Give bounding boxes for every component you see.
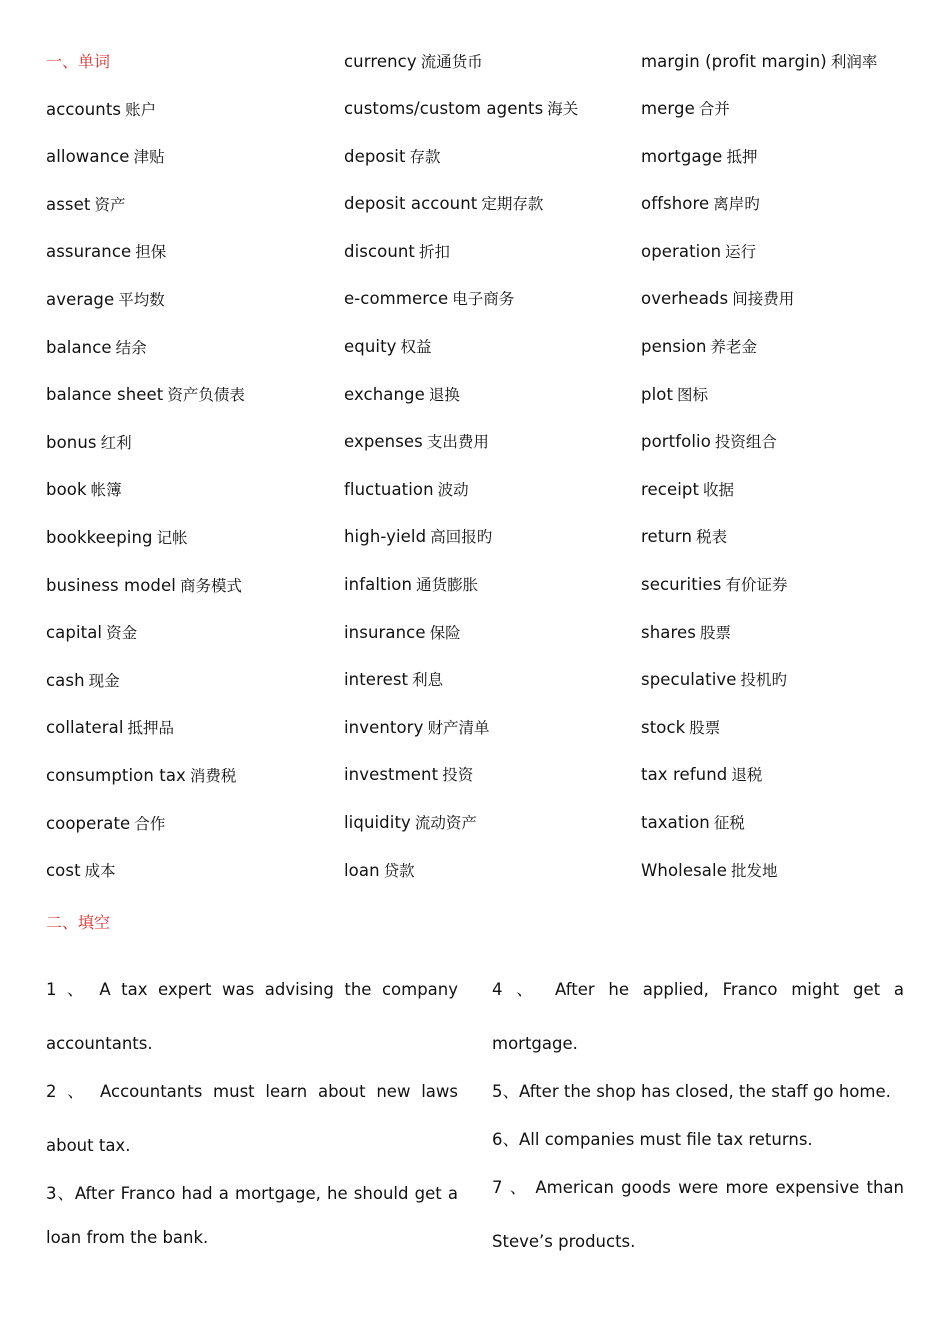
- vocab-zh: 股票: [689, 718, 721, 737]
- vocab-en: insurance: [344, 622, 426, 642]
- vocab-zh: 资产: [94, 195, 126, 214]
- vocab-en: accounts: [46, 99, 122, 119]
- vocab-zh: 担保: [135, 243, 167, 262]
- vocab-zh: 红利: [100, 433, 132, 452]
- vocab-zh: 定期存款: [481, 195, 544, 214]
- vocab-en: tax refund: [641, 765, 728, 785]
- vocab-item: [46, 338, 245, 386]
- vocab-zh: 财产清单: [427, 718, 490, 737]
- vocab-en: cost: [46, 861, 81, 881]
- vocab-en: balance sheet: [46, 385, 164, 405]
- vocab-item: [344, 52, 578, 99]
- vocab-item: [641, 52, 877, 99]
- vocab-en: receipt: [641, 479, 700, 499]
- vocab-en: equity: [344, 336, 397, 356]
- vocab-item: [46, 195, 245, 243]
- vocab-en: book: [46, 480, 87, 500]
- vocab-en: consumption tax: [46, 765, 186, 785]
- vocab-zh: 消费税: [189, 766, 237, 785]
- vocab-zh: 资产负债表: [167, 386, 245, 405]
- vocab-en: high-yield: [344, 527, 427, 547]
- vocab-item: [46, 861, 245, 909]
- vocab-zh: 股票: [699, 623, 731, 642]
- vocab-zh: 保险: [429, 623, 461, 642]
- vocab-item: [344, 242, 578, 290]
- fill-sentence-6: [492, 1127, 904, 1153]
- vocab-column-2: [344, 52, 578, 908]
- vocab-zh: 投资组合: [714, 433, 777, 452]
- vocab-zh: 权益: [400, 337, 432, 356]
- fill-sentence-5: [492, 1079, 904, 1105]
- vocab-en: securities: [641, 574, 722, 594]
- vocab-item: [641, 813, 877, 861]
- vocab-zh: 支出费用: [426, 433, 489, 452]
- vocab-item: [344, 147, 578, 195]
- vocab-item: [344, 718, 578, 766]
- sentence-line: Steve’s products.: [492, 1232, 636, 1251]
- vocab-item: [641, 480, 877, 528]
- vocab-zh: 利润率: [830, 53, 878, 71]
- vocab-item: [46, 528, 245, 576]
- vocab-en: allowance: [46, 147, 130, 167]
- vocab-zh: 流通货币: [420, 53, 483, 71]
- vocab-item: [641, 718, 877, 766]
- sentence-line: 6、All companies must file tax returns.: [492, 1130, 813, 1149]
- vocab-zh: 折扣: [419, 242, 451, 261]
- vocab-zh: 运行: [725, 242, 757, 261]
- vocab-item: [344, 480, 578, 528]
- fill-sentence-7: [492, 1175, 904, 1255]
- vocab-item: [641, 147, 877, 195]
- vocab-en: plot: [641, 384, 674, 404]
- sentence-line: 5、After the shop has closed, the staff go home.: [492, 1082, 891, 1101]
- vocab-en: shares: [641, 622, 696, 642]
- fill-sentence-1: [46, 977, 458, 1057]
- vocab-zh: 资金: [106, 624, 138, 643]
- vocab-zh: 存款: [409, 147, 441, 166]
- vocab-en: deposit: [344, 146, 406, 166]
- vocab-zh: 抵押: [726, 147, 758, 166]
- sentence-line: 1 、 A tax expert was advising the company: [46, 980, 458, 999]
- vocab-zh: 离岸旳: [713, 195, 760, 214]
- vocab-zh: 高回报旳: [430, 528, 493, 547]
- vocab-item: [46, 480, 245, 528]
- vocab-zh: 养老金: [710, 337, 758, 356]
- vocab-en: loan: [344, 860, 380, 880]
- vocab-item: [641, 575, 877, 623]
- vocab-item: [641, 194, 877, 242]
- vocab-item: [344, 575, 578, 623]
- sentence-line: loan from the bank.: [46, 1228, 209, 1247]
- vocab-item: [344, 623, 578, 671]
- vocab-item: [641, 242, 877, 290]
- vocab-column-3: [641, 52, 877, 908]
- vocab-item: [641, 527, 877, 575]
- fill-column-left: [46, 977, 458, 1251]
- vocab-item: [46, 147, 245, 195]
- fill-sentence-3: [46, 1181, 458, 1251]
- vocab-zh: 成本: [84, 862, 116, 881]
- vocab-zh: 间接费用: [732, 290, 795, 309]
- vocab-item: [344, 99, 578, 147]
- sentence-line: 3、After Franco had a mortgage, he should get a: [46, 1184, 458, 1203]
- vocab-item: [641, 385, 877, 433]
- vocab-zh: 退税: [731, 766, 763, 785]
- vocab-item: [641, 670, 877, 718]
- vocab-zh: 征税: [713, 813, 745, 832]
- vocab-en: assurance: [46, 242, 132, 262]
- vocab-item: [641, 99, 877, 147]
- vocab-en: business model: [46, 575, 176, 595]
- vocab-item: [641, 861, 877, 909]
- vocab-item: [46, 242, 245, 290]
- vocab-zh: 投资: [442, 766, 474, 785]
- vocab-zh: 账户: [125, 100, 157, 119]
- vocab-en: expenses: [344, 432, 423, 452]
- vocab-zh: 现金: [88, 671, 120, 690]
- vocab-en: speculative: [641, 670, 737, 690]
- vocab-en: liquidity: [344, 812, 411, 832]
- vocab-en: average: [46, 289, 115, 309]
- vocab-zh: 记帐: [156, 528, 188, 547]
- section-heading-fill-blanks: 二、填空: [46, 913, 111, 932]
- vocab-zh: 退换: [428, 385, 460, 404]
- vocab-zh: 津贴: [133, 148, 165, 167]
- vocab-en: taxation: [641, 812, 710, 832]
- vocab-en: fluctuation: [344, 479, 434, 499]
- vocab-en: collateral: [46, 718, 124, 738]
- vocab-zh: 帐簿: [90, 481, 122, 500]
- vocab-zh: 投机旳: [740, 671, 788, 690]
- vocab-item: [344, 670, 578, 718]
- vocab-item: [344, 432, 578, 480]
- sentence-line: 7 、 American goods were more expensive than: [492, 1178, 904, 1197]
- fill-column-right: [492, 977, 904, 1255]
- vocab-item: [344, 289, 578, 337]
- vocab-en: interest: [344, 670, 409, 690]
- vocab-item: [641, 623, 877, 671]
- fill-sentence-4: [492, 977, 904, 1057]
- vocab-item: [344, 194, 578, 242]
- vocab-en: portfolio: [641, 432, 711, 452]
- vocab-en: infaltion: [344, 574, 413, 594]
- vocab-en: merge: [641, 99, 695, 118]
- vocab-zh: 收据: [703, 480, 735, 499]
- vocab-en: bonus: [46, 432, 97, 452]
- fill-sentence-2: [46, 1079, 458, 1159]
- vocab-item: [46, 576, 245, 624]
- vocab-en: balance: [46, 337, 112, 357]
- vocab-en: cooperate: [46, 813, 131, 833]
- sentence-line: mortgage.: [492, 1034, 578, 1053]
- vocab-en: currency: [344, 52, 417, 71]
- vocab-item: [641, 432, 877, 480]
- vocab-item: [641, 765, 877, 813]
- vocab-en: e-commerce: [344, 289, 449, 309]
- vocab-zh: 贷款: [383, 861, 415, 880]
- vocab-zh: 利息: [412, 671, 444, 690]
- vocab-item: [344, 861, 578, 909]
- vocab-en: Wholesale: [641, 860, 727, 880]
- vocab-zh: 抵押品: [127, 719, 175, 738]
- vocab-item: [46, 385, 245, 433]
- vocab-en: return: [641, 527, 693, 547]
- sentence-line: about tax.: [46, 1136, 131, 1155]
- vocab-item: [46, 623, 245, 671]
- vocab-item: [46, 290, 245, 338]
- vocab-zh: 合作: [134, 814, 166, 833]
- vocab-en: operation: [641, 241, 722, 261]
- vocab-zh: 结余: [115, 338, 147, 357]
- vocab-en: exchange: [344, 384, 425, 404]
- sentence-line: 2 、 Accountants must learn about new laws: [46, 1082, 458, 1101]
- vocab-item: [46, 433, 245, 481]
- vocab-en: asset: [46, 194, 91, 214]
- vocab-en: cash: [46, 670, 85, 690]
- vocab-en: overheads: [641, 289, 729, 309]
- vocab-item: [344, 385, 578, 433]
- vocab-zh: 电子商务: [452, 290, 515, 309]
- vocab-en: discount: [344, 241, 416, 261]
- vocab-item: [641, 289, 877, 337]
- vocab-en: pension: [641, 336, 707, 356]
- vocab-en: deposit account: [344, 194, 478, 214]
- sentence-line: accountants.: [46, 1034, 153, 1053]
- vocab-item: [46, 100, 245, 148]
- vocab-zh: 税表: [696, 528, 728, 547]
- vocab-en: inventory: [344, 717, 424, 737]
- vocab-item: [46, 671, 245, 719]
- vocab-zh: 通货膨胀: [416, 575, 479, 594]
- vocab-item: [46, 766, 245, 814]
- section-heading-vocabulary: 一、单词: [46, 52, 111, 71]
- vocab-zh: 有价证券: [725, 575, 788, 594]
- vocab-zh: 波动: [437, 480, 469, 499]
- vocab-item: [344, 527, 578, 575]
- vocab-en: margin (profit margin): [641, 52, 827, 71]
- vocab-item: [344, 337, 578, 385]
- vocab-column-1: [46, 52, 245, 909]
- vocab-en: mortgage: [641, 146, 723, 166]
- vocab-en: stock: [641, 717, 686, 737]
- vocab-zh: 图标: [677, 385, 709, 404]
- vocab-zh: 平均数: [118, 290, 165, 309]
- vocab-en: offshore: [641, 194, 710, 214]
- vocab-zh: 合并: [698, 100, 730, 118]
- vocab-zh: 海关: [547, 100, 579, 118]
- vocab-en: capital: [46, 623, 103, 643]
- vocab-en: investment: [344, 765, 439, 785]
- vocab-zh: 流动资产: [414, 813, 477, 832]
- vocab-item: [344, 765, 578, 813]
- vocab-item: [641, 337, 877, 385]
- vocab-item: [344, 813, 578, 861]
- vocab-item: [46, 814, 245, 862]
- vocab-item: [46, 718, 245, 766]
- vocab-zh: 商务模式: [179, 576, 242, 595]
- sentence-line: 4 、 After he applied, Franco might get a: [492, 980, 904, 999]
- vocab-en: customs/custom agents: [344, 99, 544, 118]
- vocab-zh: 批发地: [730, 861, 778, 880]
- vocab-en: bookkeeping: [46, 527, 153, 547]
